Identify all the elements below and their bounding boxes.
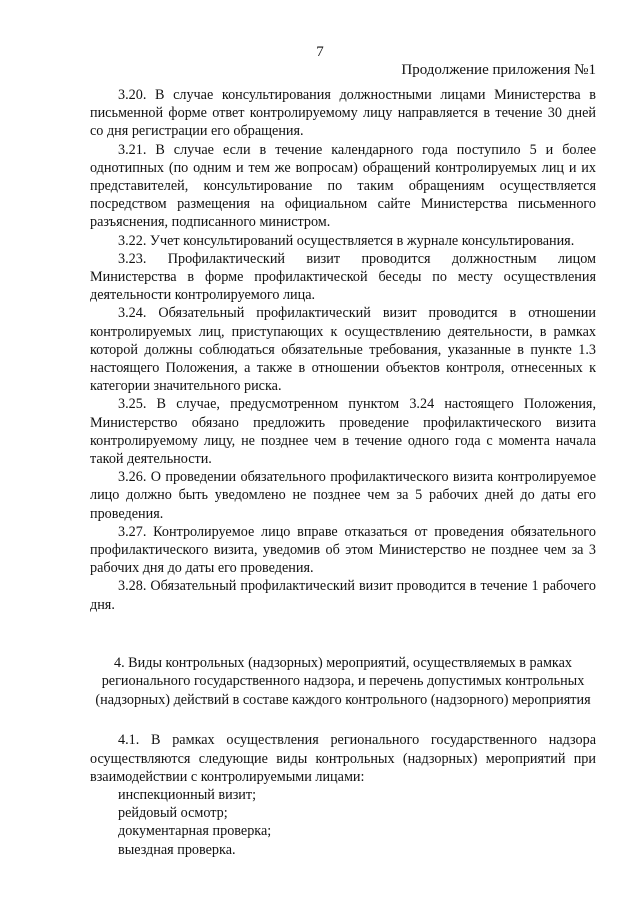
- section-4-heading: 4. Виды контрольных (надзорных) мероприятий, осуществляемых в рамках регионального государственного надзора, и перечень допустимых контрольных (надзорных) действий в составе каждого контрольного (надзорного) мероприятия: [95, 654, 591, 708]
- list-item: инспекционный визит;: [118, 787, 257, 803]
- appendix-continuation-note: Продолжение приложения №1: [401, 62, 596, 78]
- list-item: документарная проверка;: [118, 823, 272, 840]
- document-body: [90, 86, 596, 859]
- paragraph-3-25: 3.25. В случае, предусмотренном пунктом 3.24 настоящего Положения, Министерство обязано предложить проведение профилактического визита контролируемому лицу, не позднее чем в течение одного года с момента начала такой деятельности.: [90, 396, 596, 468]
- paragraph-3-27: 3.27. Контролируемое лицо вправе отказаться от проведения обязательного профилактического визита, уведомив об этом Министерство не позднее чем за 3 рабочих дня до даты его проведения.: [90, 523, 596, 577]
- page-number: 7: [316, 44, 324, 60]
- paragraph-3-28: 3.28. Обязательный профилактический визит проводится в течение 1 рабочего дня.: [90, 578, 596, 613]
- paragraph-3-21: 3.21. В случае если в течение календарного года поступило 5 и более однотипных (по одним и тем же вопросам) обращений контролируемых лиц и их представителей, консультирование по таким обращениям осуществляется посредством размещения на официальном сайте Министерства письменного разъяснения, подписанного министром.: [90, 141, 596, 231]
- paragraph-3-24: 3.24. Обязательный профилактический визит проводится в отношении контролируемых лиц, приступающих к осуществлению деятельности, в рамках которой должны соблюдаться обязательные требования, указанные в пункте 1.3 настоящего Положения, а также в отношении объектов контроля, отнесенных к категории значительного риска.: [90, 305, 596, 395]
- paragraph-4-1: 4.1. В рамках осуществления регионального государственного надзора осуществляются следующие виды контрольных (надзорных) мероприятий при взаимодействии с контролируемыми лицами:: [90, 732, 596, 785]
- list-item: рейдовый осмотр;: [118, 805, 228, 822]
- paragraph-3-22: 3.22. Учет консультирований осуществляется в журнале консультирования.: [118, 232, 575, 249]
- paragraph-3-26: 3.26. О проведении обязательного профилактического визита контролируемое лицо должно быть уведомлено не позднее чем за 5 рабочих дней до даты его проведения.: [90, 469, 596, 522]
- paragraph-3-20: 3.20. В случае консультирования должностными лицами Министерства в письменной форме ответ контролируемому лицу направляется в течение 30 дней со дня регистрации его обращения.: [90, 87, 596, 140]
- paragraph-3-23: 3.23. Профилактический визит проводится должностным лицом Министерства в форме профилактической беседы по месту осуществления деятельности контролируемого лица.: [90, 250, 596, 304]
- list-item: выездная проверка.: [118, 841, 236, 858]
